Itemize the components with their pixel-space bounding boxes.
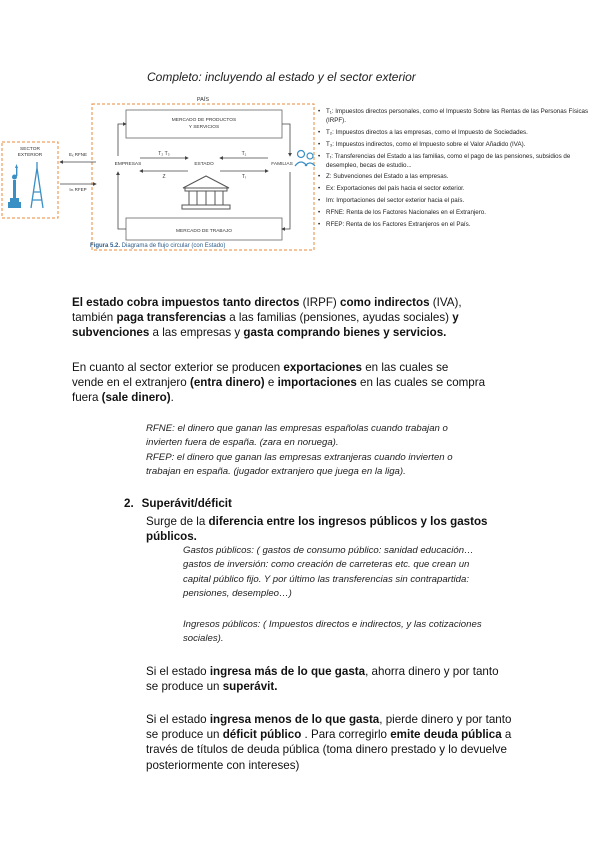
- empresas-label: EMPRESAS: [114, 162, 142, 167]
- arrow-z-label: Z: [162, 174, 166, 180]
- deficit-paragraph: Si el estado ingresa menos de lo que gasta, pierde dinero y por tanto se produce un déficit público . Para corregirlo emite deuda pública a través de títulos de deuda pública (toma dinero prestado y lo devuelve posteriormente con intereses): [146, 713, 512, 772]
- eiffel-tower-icon: [31, 162, 43, 208]
- section-number: 2.: [124, 497, 134, 510]
- flow-loop-top: [118, 124, 126, 156]
- legend-item: • RFEP: Renta de los Factores Extranjeros en el País.: [318, 221, 598, 230]
- mercado-bienes-label-1: MERCADO DE PRODUCTOS: [171, 118, 237, 123]
- legend-item: • Im: Importaciones del sector exterior hacia el país.: [318, 197, 598, 206]
- legend-item: • T₁: Impuestos directos personales, como el Impuesto Sobre las Rentas de las Personas Físicas (IRPF).: [318, 108, 598, 126]
- flow-loop-top-right: [282, 124, 290, 156]
- figure-caption: Figura 5.2. Diagrama de flujo circular (con Estado): [90, 243, 226, 249]
- superavit-paragraph: Si el estado ingresa más de lo que gasta, ahorra dinero y por tanto se produce un superávit.: [146, 665, 499, 694]
- estado-label: ESTADO: [194, 162, 214, 167]
- statue-of-liberty-icon: [8, 164, 21, 208]
- diagram-legend: [318, 108, 598, 230]
- mercado-bienes-box: [126, 110, 282, 138]
- familias-label: FAMILIAS: [271, 162, 293, 167]
- family-icon: [295, 151, 315, 167]
- sector-exterior-paragraph: En cuanto al sector exterior se producen exportaciones en las cuales se vende en el extranjero (entra dinero) e importaciones en las cuales se compra fuera (sale dinero).: [72, 361, 486, 405]
- legend-item: • Z: Subvenciones del Estado a las empresas.: [318, 173, 598, 182]
- section-title: Completo: incluyendo al estado y el sector exterior: [147, 70, 416, 84]
- im-rfep-label: Iₘ RFEP: [69, 187, 87, 192]
- ex-rfne-label: Eₓ RFNE: [69, 152, 87, 157]
- estado-paragraph: El estado cobra impuestos tanto directos (IRPF) como indirectos (IVA), también paga transferencias a las familias (pensiones, ayudas sociales) y subvenciones a las empresas y gasta comprando bienes y servicios.: [72, 296, 462, 340]
- legend-item: • T₂: Impuestos directos a las empresas, como el Impuesto de Sociedades.: [318, 129, 598, 138]
- section-2-heading: [124, 497, 232, 510]
- sector-exterior-label-2: EXTERIOR: [17, 153, 43, 158]
- rfne-rfep-notes: RFNE: el dinero que ganan las empresas españolas cuando trabajan o invierten fuera de españa. (zara en noruega). RFEP: el dinero que ganan las empresas extranjeras cuando invierten o trabajan en españa. (jugador extranjero que juega en la liga).: [146, 423, 453, 477]
- legend-item: • Tᵣ: Transferencias del Estado a las familias, como el pago de las pensiones, subsidios de desempleo, becas de estudio...: [318, 153, 598, 171]
- flow-loop-bottom: [282, 172, 290, 229]
- government-building-icon: [182, 176, 230, 209]
- arrow-tr-label: Tᵣ: [241, 174, 247, 180]
- gastos-publicos-note: Gastos públicos: ( gastos de consumo público: sanidad educación… gastos de inversión: como creación de carreteras etc. que crean un capital público fijo. Y por último las transferencias sin contrapartida: pensiones, desempleo…): [183, 545, 474, 599]
- ingresos-publicos-note: Ingresos públicos: ( Impuestos directos e indirectos, y las cotizaciones sociales).: [183, 619, 482, 645]
- section-2-intro: Surge de la diferencia entre los ingresos públicos y los gastos públicos.: [146, 515, 488, 544]
- legend-item: • Ex: Exportaciones del país hacia el sector exterior.: [318, 185, 598, 194]
- flow-loop-bottom-left: [118, 172, 126, 229]
- pais-label: PAÍS: [196, 97, 210, 103]
- legend-item: • RFNE: Renta de los Factores Nacionales en el Extranjero.: [318, 209, 598, 218]
- arrow-t2t3-label: T₂ T₃: [158, 151, 170, 157]
- legend-item: • T₃: Impuestos indirectos, como el Impuesto sobre el Valor Añadido (IVA).: [318, 141, 598, 150]
- mercado-trabajo-label: MERCADO DE TRABAJO: [176, 229, 232, 234]
- arrow-t1-label: T₁: [241, 151, 247, 157]
- sector-exterior-label-1: SECTOR: [20, 147, 40, 152]
- mercado-bienes-label-2: Y SERVICIOS: [188, 125, 220, 130]
- section-heading-text: Superávit/déficit: [141, 497, 232, 510]
